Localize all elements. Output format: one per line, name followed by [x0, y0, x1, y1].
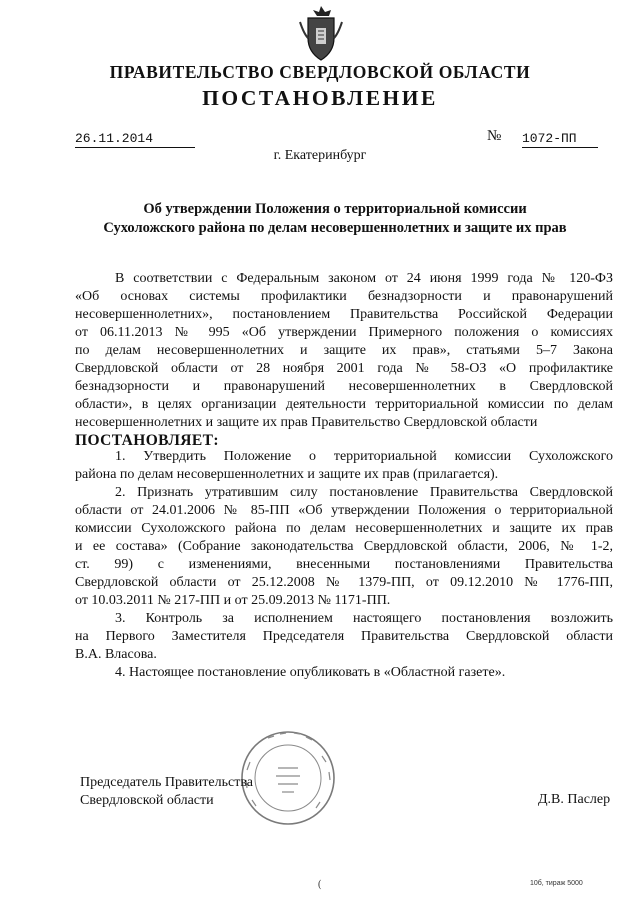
official-seal-stamp: [238, 728, 338, 828]
item-line: Свердловской области от 25.12.2008 № 1379-ПП, от 09.12.2010 № 1776-ПП,: [75, 575, 613, 590]
item-line: района по делам несовершеннолетних и защите их прав (прилагается).: [75, 467, 499, 482]
position-line: Председатель Правительства: [80, 775, 253, 790]
item-line: 2. Признать утратившим силу постановление Правительства Свердловской: [115, 485, 613, 500]
number-label: №: [487, 128, 502, 144]
preamble: [75, 270, 613, 432]
print-info: 10б, тираж 5000: [530, 880, 583, 887]
preamble-line: несовершеннолетних и защите их прав Правительство Свердловской области: [75, 415, 538, 430]
item-line: 3. Контроль за исполнением настоящего постановления возложить: [115, 611, 613, 626]
item-line: от 10.03.2011 № 217-ПП и от 25.09.2013 № 1171-ПП.: [75, 593, 391, 608]
item-line: 4. Настоящее постановление опубликовать в «Областной газете».: [115, 665, 506, 680]
decree-word: ПОСТАНОВЛЯЕТ:: [75, 432, 219, 449]
footer-mark: (: [318, 879, 322, 890]
decree-items: [75, 448, 613, 682]
signatory-position: [80, 774, 253, 810]
item-line: и ее состава» (Собрание законодательства Свердловской области, 2006, № 1-2,: [75, 539, 613, 554]
preamble-line: «Об основах системы профилактики безнадзорности и правонарушений: [75, 289, 613, 304]
document-title: [80, 200, 590, 238]
item-line: комиссии Сухоложского района по делам несовершеннолетних и защите их прав: [75, 521, 613, 536]
preamble-line: В соответствии с Федеральным законом от 24 июня 1999 года № 120-ФЗ: [115, 271, 613, 286]
title-line: Об утверждении Положения о территориальной комиссии: [143, 201, 527, 217]
position-line: Свердловской области: [80, 793, 214, 808]
item-line: на Первого Заместителя Председателя Правительства Свердловской области: [75, 629, 613, 644]
item-line: ст. 99) с изменениями, внесенными постановлениями Правительства: [75, 557, 613, 572]
signatory-name: Д.В. Паслер: [538, 792, 611, 807]
preamble-line: несовершеннолетних», постановлением Правительства Российской Федерации: [75, 307, 613, 322]
preamble-line: по делам несовершеннолетних и защите их прав», статьями 5–7 Закона: [75, 343, 613, 358]
title-line: Сухоложского района по делам несовершеннолетних и защите их прав: [103, 220, 567, 236]
city-name: г. Екатеринбург: [273, 148, 367, 163]
preamble-line: области», в целях организации деятельности территориальной комиссии по делам: [75, 397, 613, 412]
item-line: 1. Утвердить Положение о территориальной комиссии Сухоложского: [115, 449, 613, 464]
document-type: ПОСТАНОВЛЕНИЕ: [202, 86, 438, 110]
coat-of-arms-emblem: [298, 4, 344, 64]
item-line: В.А. Власова.: [75, 647, 157, 662]
document-date: 26.11.2014: [75, 131, 195, 148]
document-number: 1072-ПП: [522, 131, 598, 148]
preamble-line: от 06.11.2013 № 995 «Об утверждении Примерного положения о комиссиях: [75, 325, 613, 340]
preamble-line: Свердловской области от 28 ноября 2001 года № 58-ОЗ «О профилактике: [75, 361, 613, 376]
item-line: области от 24.01.2006 № 85-ПП «Об утверждении Положения о территориальной: [75, 503, 613, 518]
organization-name: ПРАВИТЕЛЬСТВО СВЕРДЛОВСКОЙ ОБЛАСТИ: [109, 62, 531, 82]
preamble-line: безнадзорности и правонарушений несовершеннолетних в Свердловской: [75, 379, 613, 394]
